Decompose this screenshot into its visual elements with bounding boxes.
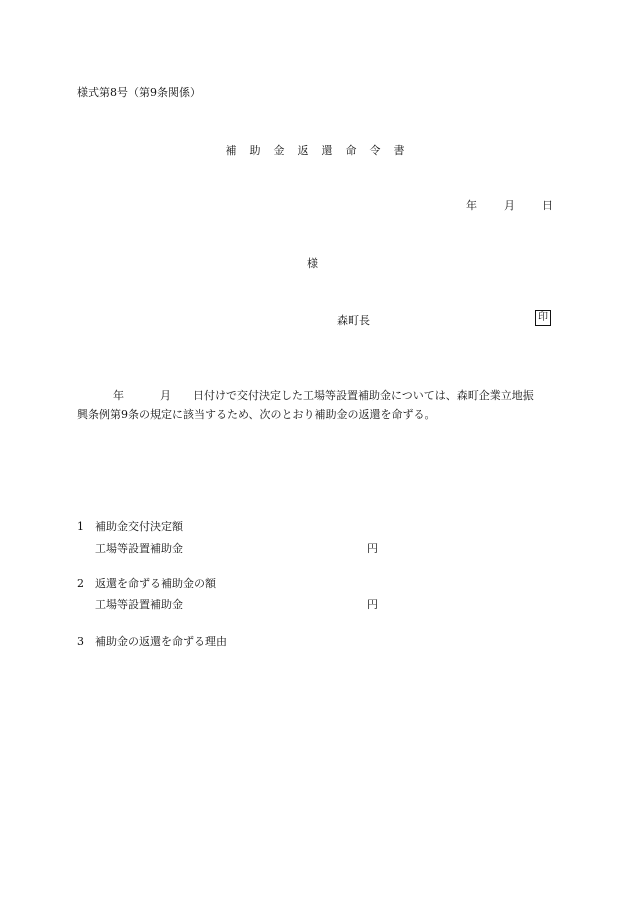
body-paragraph bbox=[77, 386, 557, 424]
date-month-label: 月 bbox=[504, 199, 515, 212]
body-line-2: 興条例第9条の規定に該当するため、次のとおり補助金の返還を命ずる。 bbox=[77, 408, 436, 421]
item-3-number: 3 bbox=[77, 635, 84, 648]
item-1-detail-label: 工場等設置補助金 bbox=[95, 542, 183, 555]
body-year-label: 年 bbox=[113, 389, 124, 402]
form-number: 様式第8号（第9条関係） bbox=[77, 86, 201, 99]
date-day-label: 日 bbox=[542, 199, 553, 212]
body-line-1 bbox=[77, 386, 557, 405]
item-1 bbox=[77, 518, 183, 534]
addressee-suffix: 様 bbox=[307, 257, 318, 270]
seal-mark: 印 bbox=[535, 310, 551, 326]
item-2-number: 2 bbox=[77, 577, 84, 590]
item-1-label: 補助金交付決定額 bbox=[95, 520, 183, 533]
item-2 bbox=[77, 575, 216, 591]
item-1-unit: 円 bbox=[367, 542, 378, 555]
item-2-label: 返還を命ずる補助金の額 bbox=[95, 577, 216, 590]
item-1-number: 1 bbox=[77, 520, 84, 533]
body-month-label: 月 bbox=[160, 389, 171, 402]
issuer-name: 森町長 bbox=[337, 314, 370, 327]
document-title bbox=[0, 142, 630, 158]
document-title-text: 補助金返還命令書 bbox=[225, 144, 418, 157]
date-line bbox=[466, 197, 553, 213]
item-3 bbox=[77, 633, 227, 649]
body-line-1-text: 日付けで交付決定した工場等設置補助金については、森町企業立地振 bbox=[193, 389, 534, 402]
item-3-label: 補助金の返還を命ずる理由 bbox=[95, 635, 227, 648]
date-year-label: 年 bbox=[466, 199, 477, 212]
item-2-detail-label: 工場等設置補助金 bbox=[95, 598, 183, 611]
item-2-unit: 円 bbox=[367, 598, 378, 611]
